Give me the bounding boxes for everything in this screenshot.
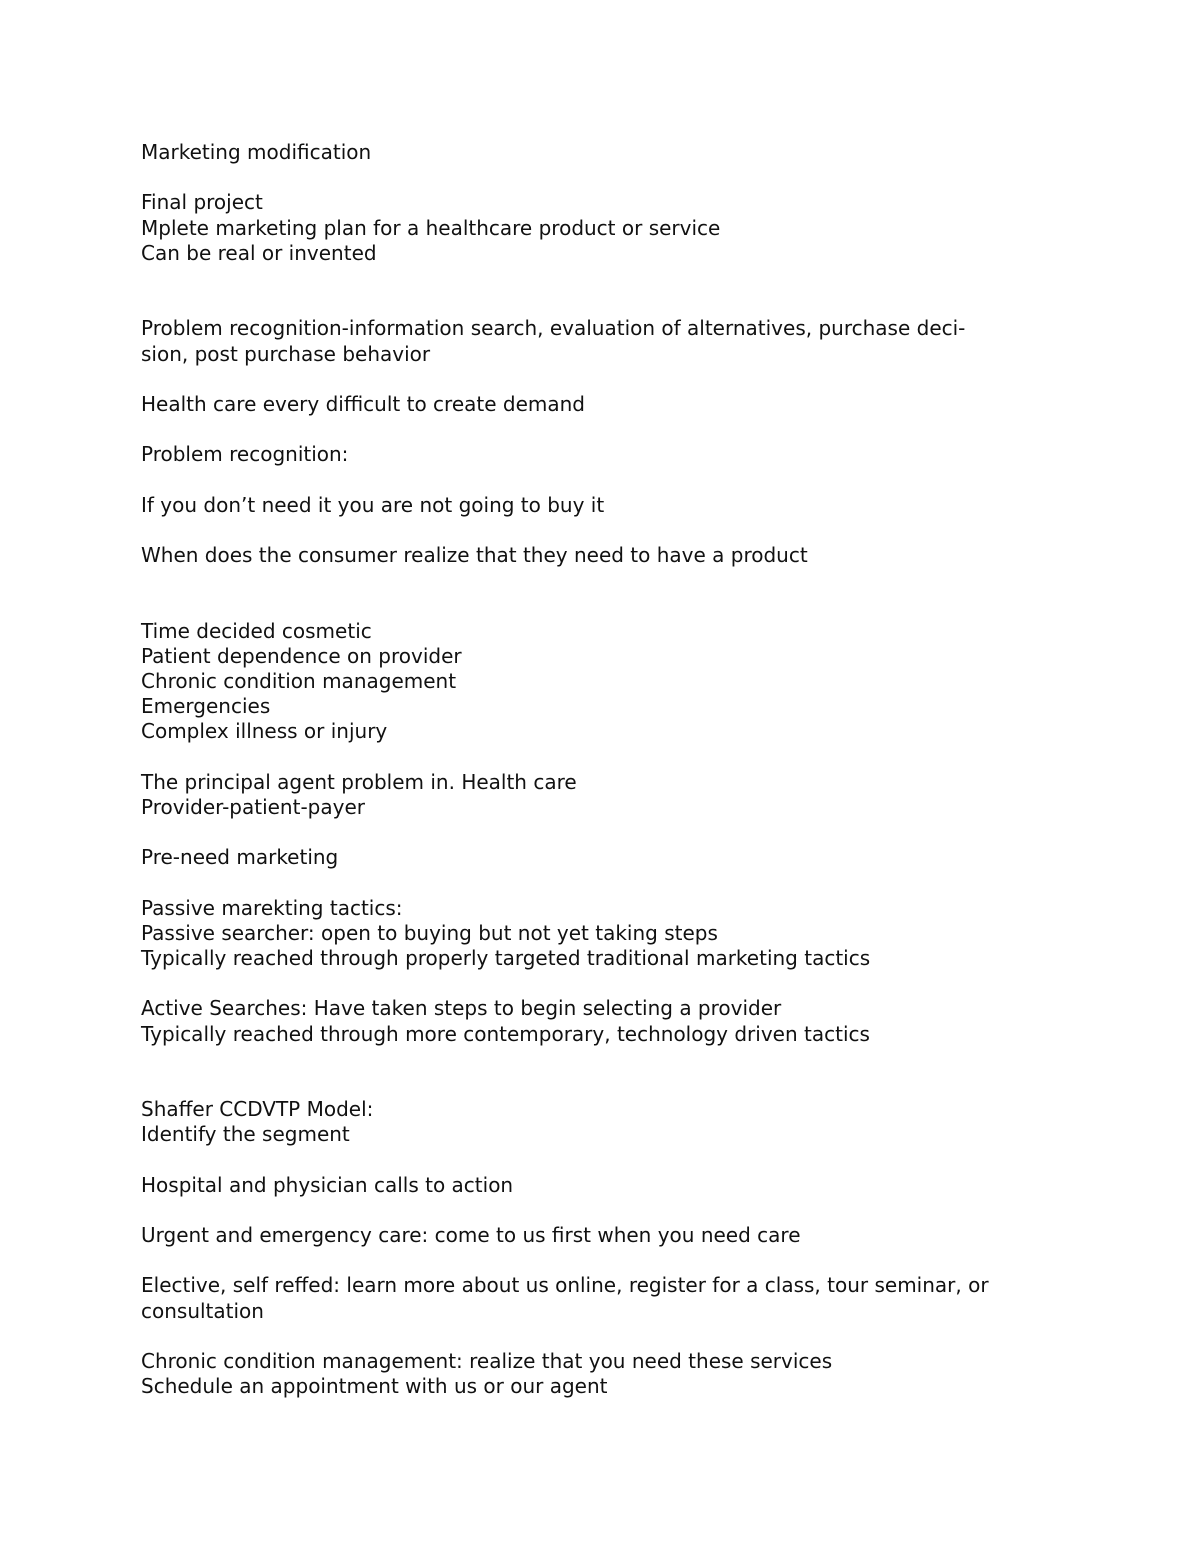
elective-line: Elective, self reffed: learn more about us online, register for a class, tour seminar, or [141,1273,989,1298]
situation-item: Emergencies [141,694,271,719]
decision-process-line: sion, post purchase behavior [141,341,431,366]
pre-need-line: Pre-need marketing [141,845,339,870]
problem-recognition-point: If you don’t need it you are not going to buy it [141,492,605,517]
shaffer-model-heading: Shaffer CCDVTP Model: [141,1097,374,1122]
situation-item: Patient dependence on provider [141,643,462,668]
active-searches-line: Active Searches: Have taken steps to begin selecting a provider [141,996,782,1021]
principal-agent-line: The principal agent problem in. Health care [141,769,577,794]
document-body [141,140,1071,1399]
situation-item: Chronic condition management [141,668,457,693]
active-searches-line: Typically reached through more contemporary, technology driven tactics [141,1021,870,1046]
calls-to-action-line: Hospital and physician calls to action [141,1172,514,1197]
chronic-management-line: Schedule an appointment with us or our agent [141,1374,608,1399]
passive-tactics-heading: Passive marekting tactics: [141,895,403,920]
demand-note: Health care every difficult to create demand [141,391,585,416]
final-project-heading: Final project [141,190,263,215]
shaffer-model-line: Identify the segment [141,1122,350,1147]
situation-item: Time decided cosmetic [141,618,372,643]
passive-tactics-line: Passive searcher: open to buying but not yet taking steps [141,920,718,945]
passive-tactics-line: Typically reached through properly targeted traditional marketing tactics [141,946,871,971]
chronic-management-line: Chronic condition management: realize that you need these services [141,1349,833,1374]
decision-process-line: Problem recognition-information search, evaluation of alternatives, purchase deci- [141,316,966,341]
urgent-care-line: Urgent and emergency care: come to us first when you need care [141,1223,801,1248]
document-title: Marketing modification [141,140,372,164]
final-project-line: Can be real or invented [141,240,377,265]
problem-recognition-heading: Problem recognition: [141,442,349,467]
final-project-line: Mplete marketing plan for a healthcare product or service [141,215,721,240]
elective-line: consultation [141,1298,264,1323]
principal-agent-line: Provider-patient-payer [141,794,365,819]
situation-item: Complex illness or injury [141,719,388,744]
problem-recognition-point: When does the consumer realize that they need to have a product [141,543,808,568]
